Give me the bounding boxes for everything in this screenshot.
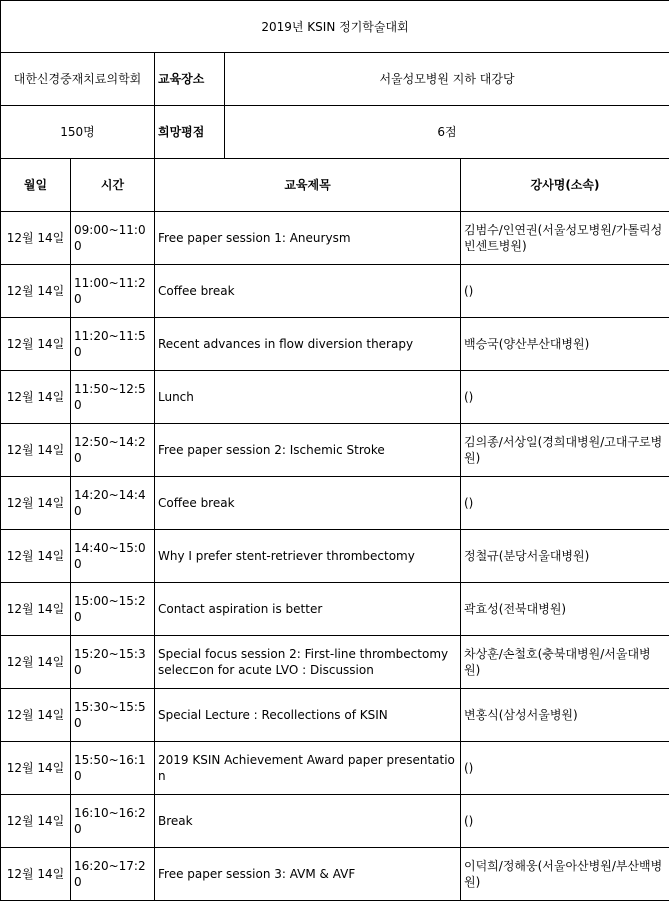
session-speaker: 차상훈/손철호(충북대병원/서울대병원) bbox=[461, 636, 669, 689]
session-date: 12월 14일 bbox=[1, 318, 71, 371]
credit-label: 희망평점 bbox=[155, 106, 225, 159]
session-title: Free paper session 1: Aneurysm bbox=[155, 212, 461, 265]
session-date: 12월 14일 bbox=[1, 689, 71, 742]
header-row bbox=[1, 159, 669, 212]
table-row bbox=[1, 848, 669, 901]
session-title: Lunch bbox=[155, 371, 461, 424]
session-date: 12월 14일 bbox=[1, 795, 71, 848]
session-title: Recent advances in flow diversion therapy bbox=[155, 318, 461, 371]
session-speaker: 변홍식(삼성서울병원) bbox=[461, 689, 669, 742]
table-row bbox=[1, 424, 669, 477]
session-speaker: () bbox=[461, 795, 669, 848]
session-speaker: 김범수/인연권(서울성모병원/가톨릭성빈센트병원) bbox=[461, 212, 669, 265]
session-date: 12월 14일 bbox=[1, 424, 71, 477]
session-time: 14:20~14:40 bbox=[71, 477, 155, 530]
session-title: Contact aspiration is better bbox=[155, 583, 461, 636]
session-title: Special Lecture : Recollections of KSIN bbox=[155, 689, 461, 742]
table-row bbox=[1, 371, 669, 424]
title-row bbox=[1, 1, 669, 53]
session-title: Coffee break bbox=[155, 265, 461, 318]
event-title: 2019년 KSIN 정기학술대회 bbox=[1, 1, 669, 53]
session-time: 16:10~16:20 bbox=[71, 795, 155, 848]
session-time: 15:20~15:30 bbox=[71, 636, 155, 689]
session-speaker: () bbox=[461, 371, 669, 424]
table-row bbox=[1, 583, 669, 636]
session-date: 12월 14일 bbox=[1, 848, 71, 901]
session-title: Why I prefer stent-retriever thrombectomy bbox=[155, 530, 461, 583]
column-header-time: 시간 bbox=[71, 159, 155, 212]
session-speaker: 정철규(분당서울대병원) bbox=[461, 530, 669, 583]
venue-label: 교육장소 bbox=[155, 53, 225, 106]
session-time: 11:00~11:20 bbox=[71, 265, 155, 318]
session-time: 12:50~14:20 bbox=[71, 424, 155, 477]
session-time: 11:50~12:50 bbox=[71, 371, 155, 424]
table-row bbox=[1, 265, 669, 318]
session-title: Coffee break bbox=[155, 477, 461, 530]
table-row bbox=[1, 636, 669, 689]
session-date: 12월 14일 bbox=[1, 742, 71, 795]
table-row bbox=[1, 689, 669, 742]
session-time: 15:00~15:20 bbox=[71, 583, 155, 636]
table-row bbox=[1, 212, 669, 265]
organizer-name: 대한신경중재치료의학회 bbox=[1, 53, 155, 106]
session-title: Special focus session 2: First-line thrombectomy selec⊏on for acute LVO : Discussion bbox=[155, 636, 461, 689]
session-date: 12월 14일 bbox=[1, 265, 71, 318]
session-time: 16:20~17:20 bbox=[71, 848, 155, 901]
session-title: Free paper session 3: AVM & AVF bbox=[155, 848, 461, 901]
column-header-date: 월일 bbox=[1, 159, 71, 212]
session-speaker: 이덕희/정해웅(서울아산병원/부산백병원) bbox=[461, 848, 669, 901]
session-speaker: () bbox=[461, 742, 669, 795]
session-speaker: 김의종/서상일(경희대병원/고대구로병원) bbox=[461, 424, 669, 477]
session-date: 12월 14일 bbox=[1, 583, 71, 636]
table-row bbox=[1, 318, 669, 371]
session-time: 09:00~11:00 bbox=[71, 212, 155, 265]
session-speaker: 곽효성(전북대병원) bbox=[461, 583, 669, 636]
session-speaker: () bbox=[461, 477, 669, 530]
session-title: Break bbox=[155, 795, 461, 848]
session-speaker: 백승국(양산부산대병원) bbox=[461, 318, 669, 371]
column-header-title: 교육제목 bbox=[155, 159, 461, 212]
session-title: 2019 KSIN Achievement Award paper presentation bbox=[155, 742, 461, 795]
table-row bbox=[1, 742, 669, 795]
session-time: 11:20~11:50 bbox=[71, 318, 155, 371]
session-speaker: () bbox=[461, 265, 669, 318]
session-time: 15:50~16:10 bbox=[71, 742, 155, 795]
session-title: Free paper session 2: Ischemic Stroke bbox=[155, 424, 461, 477]
table-row bbox=[1, 477, 669, 530]
venue-value: 서울성모병원 지하 대강당 bbox=[225, 53, 669, 106]
session-date: 12월 14일 bbox=[1, 636, 71, 689]
table-row bbox=[1, 530, 669, 583]
session-date: 12월 14일 bbox=[1, 477, 71, 530]
table-row bbox=[1, 795, 669, 848]
capacity-value: 150명 bbox=[1, 106, 155, 159]
session-date: 12월 14일 bbox=[1, 212, 71, 265]
capacity-row bbox=[1, 106, 669, 159]
organizer-row bbox=[1, 53, 669, 106]
session-time: 15:30~15:50 bbox=[71, 689, 155, 742]
credit-value: 6점 bbox=[225, 106, 669, 159]
session-date: 12월 14일 bbox=[1, 371, 71, 424]
session-date: 12월 14일 bbox=[1, 530, 71, 583]
session-time: 14:40~15:00 bbox=[71, 530, 155, 583]
column-header-speaker: 강사명(소속) bbox=[461, 159, 669, 212]
